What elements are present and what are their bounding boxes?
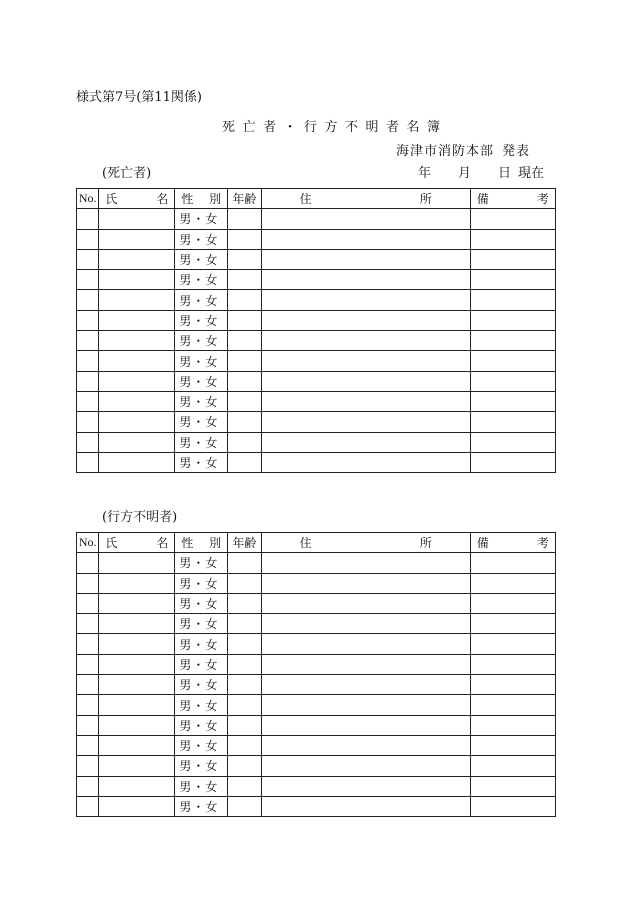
- deceased-table: [76, 188, 556, 473]
- cell-no: [77, 249, 99, 269]
- cell-age[interactable]: [228, 432, 261, 452]
- cell-address[interactable]: [261, 553, 470, 573]
- table-row: [77, 675, 556, 695]
- cell-remarks[interactable]: [470, 432, 555, 452]
- cell-remarks[interactable]: [470, 573, 555, 593]
- cell-name[interactable]: [99, 675, 175, 695]
- cell-age[interactable]: [228, 614, 261, 634]
- cell-no: [77, 695, 99, 715]
- table-row: [77, 776, 556, 796]
- cell-remarks[interactable]: [470, 209, 555, 229]
- missing-table: [76, 532, 556, 817]
- form-number: 様式第7号(第11関係): [76, 90, 202, 105]
- header-age: 年齢: [228, 189, 261, 209]
- cell-sex[interactable]: 男・女: [175, 290, 228, 310]
- cell-remarks[interactable]: [470, 229, 555, 249]
- header-no: No.: [77, 533, 99, 553]
- cell-age[interactable]: [228, 331, 261, 351]
- cell-no: [77, 796, 99, 816]
- cell-sex[interactable]: 男・女: [175, 796, 228, 816]
- cell-sex[interactable]: 男・女: [175, 432, 228, 452]
- cell-age[interactable]: [228, 654, 261, 674]
- cell-address[interactable]: [261, 756, 470, 776]
- cell-address[interactable]: [261, 593, 470, 613]
- cell-no: [77, 331, 99, 351]
- cell-address[interactable]: [261, 310, 470, 330]
- cell-remarks[interactable]: [470, 634, 555, 654]
- cell-no: [77, 391, 99, 411]
- table-row: [77, 229, 556, 249]
- table-row: [77, 371, 556, 391]
- cell-name[interactable]: [99, 229, 175, 249]
- cell-address[interactable]: [261, 634, 470, 654]
- cell-name[interactable]: [99, 351, 175, 371]
- cell-address[interactable]: [261, 715, 470, 735]
- cell-sex[interactable]: 男・女: [175, 614, 228, 634]
- cell-remarks[interactable]: [470, 614, 555, 634]
- header-no: No.: [77, 189, 99, 209]
- cell-name[interactable]: [99, 573, 175, 593]
- cell-name[interactable]: [99, 371, 175, 391]
- cell-no: [77, 614, 99, 634]
- cell-no: [77, 310, 99, 330]
- cell-sex[interactable]: 男・女: [175, 310, 228, 330]
- header-name-part: 氏: [105, 192, 118, 207]
- cell-name[interactable]: [99, 614, 175, 634]
- cell-address[interactable]: [261, 249, 470, 269]
- cell-name[interactable]: [99, 209, 175, 229]
- cell-age[interactable]: [228, 715, 261, 735]
- issuer: [396, 140, 530, 159]
- cell-no: [77, 229, 99, 249]
- cell-age[interactable]: [228, 634, 261, 654]
- header-sex-part: 別: [209, 192, 222, 207]
- cell-no: [77, 675, 99, 695]
- table-row: [77, 614, 556, 634]
- header-sex: [175, 533, 228, 553]
- header-address: [261, 533, 470, 553]
- cell-no: [77, 735, 99, 755]
- cell-address[interactable]: [261, 573, 470, 593]
- cell-name[interactable]: [99, 432, 175, 452]
- cell-name[interactable]: [99, 735, 175, 755]
- table-row: [77, 695, 556, 715]
- table-row: [77, 331, 556, 351]
- cell-name[interactable]: [99, 796, 175, 816]
- cell-sex[interactable]: 男・女: [175, 391, 228, 411]
- table-row: [77, 593, 556, 613]
- cell-age[interactable]: [228, 412, 261, 432]
- cell-age[interactable]: [228, 209, 261, 229]
- cell-name[interactable]: [99, 654, 175, 674]
- cell-age[interactable]: [228, 553, 261, 573]
- cell-remarks[interactable]: [470, 695, 555, 715]
- day-label: 日: [498, 166, 512, 181]
- cell-sex[interactable]: 男・女: [175, 209, 228, 229]
- cell-name[interactable]: [99, 634, 175, 654]
- table-row: [77, 796, 556, 816]
- table-row: [77, 351, 556, 371]
- cell-remarks[interactable]: [470, 331, 555, 351]
- cell-remarks[interactable]: [470, 756, 555, 776]
- cell-address[interactable]: [261, 452, 470, 472]
- document-title: 死亡者・行方不明者名簿: [222, 120, 448, 135]
- cell-sex[interactable]: 男・女: [175, 654, 228, 674]
- cell-address[interactable]: [261, 351, 470, 371]
- cell-sex[interactable]: 男・女: [175, 735, 228, 755]
- cell-sex[interactable]: 男・女: [175, 331, 228, 351]
- cell-age[interactable]: [228, 796, 261, 816]
- cell-name[interactable]: [99, 452, 175, 472]
- table-row: [77, 412, 556, 432]
- cell-age[interactable]: [228, 229, 261, 249]
- header-remarks-part: 考: [536, 192, 549, 207]
- cell-remarks[interactable]: [470, 391, 555, 411]
- header-address-part: 住: [299, 192, 312, 207]
- year-label: 年: [418, 166, 432, 181]
- cell-address[interactable]: [261, 290, 470, 310]
- table-row: [77, 553, 556, 573]
- cell-address[interactable]: [261, 229, 470, 249]
- cell-age[interactable]: [228, 310, 261, 330]
- cell-name[interactable]: [99, 290, 175, 310]
- header-remarks: [470, 189, 555, 209]
- header-address-part: 所: [419, 192, 432, 207]
- cell-no: [77, 270, 99, 290]
- section-label-deceased: (死亡者): [102, 166, 152, 181]
- cell-no: [77, 371, 99, 391]
- cell-remarks[interactable]: [470, 675, 555, 695]
- cell-sex[interactable]: 男・女: [175, 229, 228, 249]
- cell-sex[interactable]: 男・女: [175, 593, 228, 613]
- header-remarks: [470, 533, 555, 553]
- table-row: [77, 735, 556, 755]
- cell-sex[interactable]: 男・女: [175, 553, 228, 573]
- cell-name[interactable]: [99, 412, 175, 432]
- header-address-part: 所: [419, 536, 432, 551]
- table-row: [77, 209, 556, 229]
- cell-remarks[interactable]: [470, 654, 555, 674]
- month-label: 月: [458, 166, 472, 181]
- cell-no: [77, 593, 99, 613]
- cell-address[interactable]: [261, 654, 470, 674]
- cell-remarks[interactable]: [470, 249, 555, 269]
- status-label: 現在: [518, 166, 545, 181]
- cell-age[interactable]: [228, 452, 261, 472]
- table-row: [77, 310, 556, 330]
- cell-address[interactable]: [261, 371, 470, 391]
- cell-no: [77, 756, 99, 776]
- cell-no: [77, 573, 99, 593]
- cell-no: [77, 432, 99, 452]
- table-row: [77, 654, 556, 674]
- cell-no: [77, 654, 99, 674]
- cell-remarks[interactable]: [470, 593, 555, 613]
- as-of-date: [418, 162, 544, 181]
- header-name: [99, 189, 175, 209]
- header-sex: [175, 189, 228, 209]
- cell-address[interactable]: [261, 412, 470, 432]
- cell-remarks[interactable]: [470, 412, 555, 432]
- cell-remarks[interactable]: [470, 735, 555, 755]
- cell-sex[interactable]: 男・女: [175, 634, 228, 654]
- header-name: [99, 533, 175, 553]
- cell-sex[interactable]: 男・女: [175, 249, 228, 269]
- cell-age[interactable]: [228, 371, 261, 391]
- section-label-missing: (行方不明者): [102, 510, 178, 525]
- cell-address[interactable]: [261, 614, 470, 634]
- header-remarks-part: 考: [536, 536, 549, 551]
- cell-name[interactable]: [99, 331, 175, 351]
- cell-no: [77, 776, 99, 796]
- table-row: [77, 715, 556, 735]
- cell-sex[interactable]: 男・女: [175, 756, 228, 776]
- cell-sex[interactable]: 男・女: [175, 573, 228, 593]
- header-sex-part: 性: [181, 192, 194, 207]
- table-row: [77, 634, 556, 654]
- cell-remarks[interactable]: [470, 715, 555, 735]
- cell-no: [77, 715, 99, 735]
- cell-no: [77, 553, 99, 573]
- table-header-row: [77, 189, 556, 209]
- cell-name[interactable]: [99, 310, 175, 330]
- cell-address[interactable]: [261, 209, 470, 229]
- cell-remarks[interactable]: [470, 553, 555, 573]
- cell-age[interactable]: [228, 249, 261, 269]
- table-row: [77, 270, 556, 290]
- cell-sex[interactable]: 男・女: [175, 715, 228, 735]
- issuer-name: 海津市消防本部: [396, 144, 495, 159]
- cell-name[interactable]: [99, 270, 175, 290]
- cell-name[interactable]: [99, 249, 175, 269]
- cell-address[interactable]: [261, 331, 470, 351]
- table-row: [77, 290, 556, 310]
- cell-remarks[interactable]: [470, 290, 555, 310]
- cell-age[interactable]: [228, 391, 261, 411]
- header-name-part: 名: [156, 192, 169, 207]
- cell-remarks[interactable]: [470, 351, 555, 371]
- cell-sex[interactable]: 男・女: [175, 452, 228, 472]
- cell-sex[interactable]: 男・女: [175, 270, 228, 290]
- header-address: [261, 189, 470, 209]
- cell-address[interactable]: [261, 391, 470, 411]
- table-row: [77, 452, 556, 472]
- cell-sex[interactable]: 男・女: [175, 675, 228, 695]
- cell-name[interactable]: [99, 391, 175, 411]
- cell-age[interactable]: [228, 776, 261, 796]
- cell-name[interactable]: [99, 756, 175, 776]
- header-address-part: 住: [299, 536, 312, 551]
- cell-remarks[interactable]: [470, 310, 555, 330]
- header-remarks-part: 備: [476, 192, 489, 207]
- cell-remarks[interactable]: [470, 796, 555, 816]
- cell-no: [77, 452, 99, 472]
- table-row: [77, 573, 556, 593]
- cell-no: [77, 351, 99, 371]
- header-sex-part: 性: [181, 536, 194, 551]
- table-header-row: [77, 533, 556, 553]
- cell-sex[interactable]: 男・女: [175, 351, 228, 371]
- cell-no: [77, 290, 99, 310]
- cell-sex[interactable]: 男・女: [175, 412, 228, 432]
- header-remarks-part: 備: [476, 536, 489, 551]
- cell-no: [77, 209, 99, 229]
- cell-remarks[interactable]: [470, 270, 555, 290]
- table-row: [77, 756, 556, 776]
- cell-age[interactable]: [228, 675, 261, 695]
- cell-age[interactable]: [228, 593, 261, 613]
- cell-age[interactable]: [228, 270, 261, 290]
- cell-remarks[interactable]: [470, 371, 555, 391]
- cell-address[interactable]: [261, 432, 470, 452]
- cell-name[interactable]: [99, 593, 175, 613]
- cell-remarks[interactable]: [470, 452, 555, 472]
- cell-address[interactable]: [261, 735, 470, 755]
- cell-address[interactable]: [261, 796, 470, 816]
- table-row: [77, 391, 556, 411]
- cell-name[interactable]: [99, 695, 175, 715]
- cell-no: [77, 412, 99, 432]
- cell-name[interactable]: [99, 553, 175, 573]
- cell-no: [77, 634, 99, 654]
- cell-age[interactable]: [228, 695, 261, 715]
- cell-sex[interactable]: 男・女: [175, 776, 228, 796]
- cell-name[interactable]: [99, 715, 175, 735]
- header-name-part: 氏: [105, 536, 118, 551]
- cell-address[interactable]: [261, 695, 470, 715]
- issuer-action: 発表: [502, 144, 531, 159]
- cell-sex[interactable]: 男・女: [175, 695, 228, 715]
- cell-age[interactable]: [228, 735, 261, 755]
- header-sex-part: 別: [209, 536, 222, 551]
- cell-age[interactable]: [228, 573, 261, 593]
- cell-address[interactable]: [261, 270, 470, 290]
- header-name-part: 名: [156, 536, 169, 551]
- cell-age[interactable]: [228, 756, 261, 776]
- cell-age[interactable]: [228, 351, 261, 371]
- cell-sex[interactable]: 男・女: [175, 371, 228, 391]
- cell-address[interactable]: [261, 776, 470, 796]
- table-row: [77, 249, 556, 269]
- header-age: 年齢: [228, 533, 261, 553]
- cell-address[interactable]: [261, 675, 470, 695]
- cell-age[interactable]: [228, 290, 261, 310]
- cell-name[interactable]: [99, 776, 175, 796]
- cell-remarks[interactable]: [470, 776, 555, 796]
- table-row: [77, 432, 556, 452]
